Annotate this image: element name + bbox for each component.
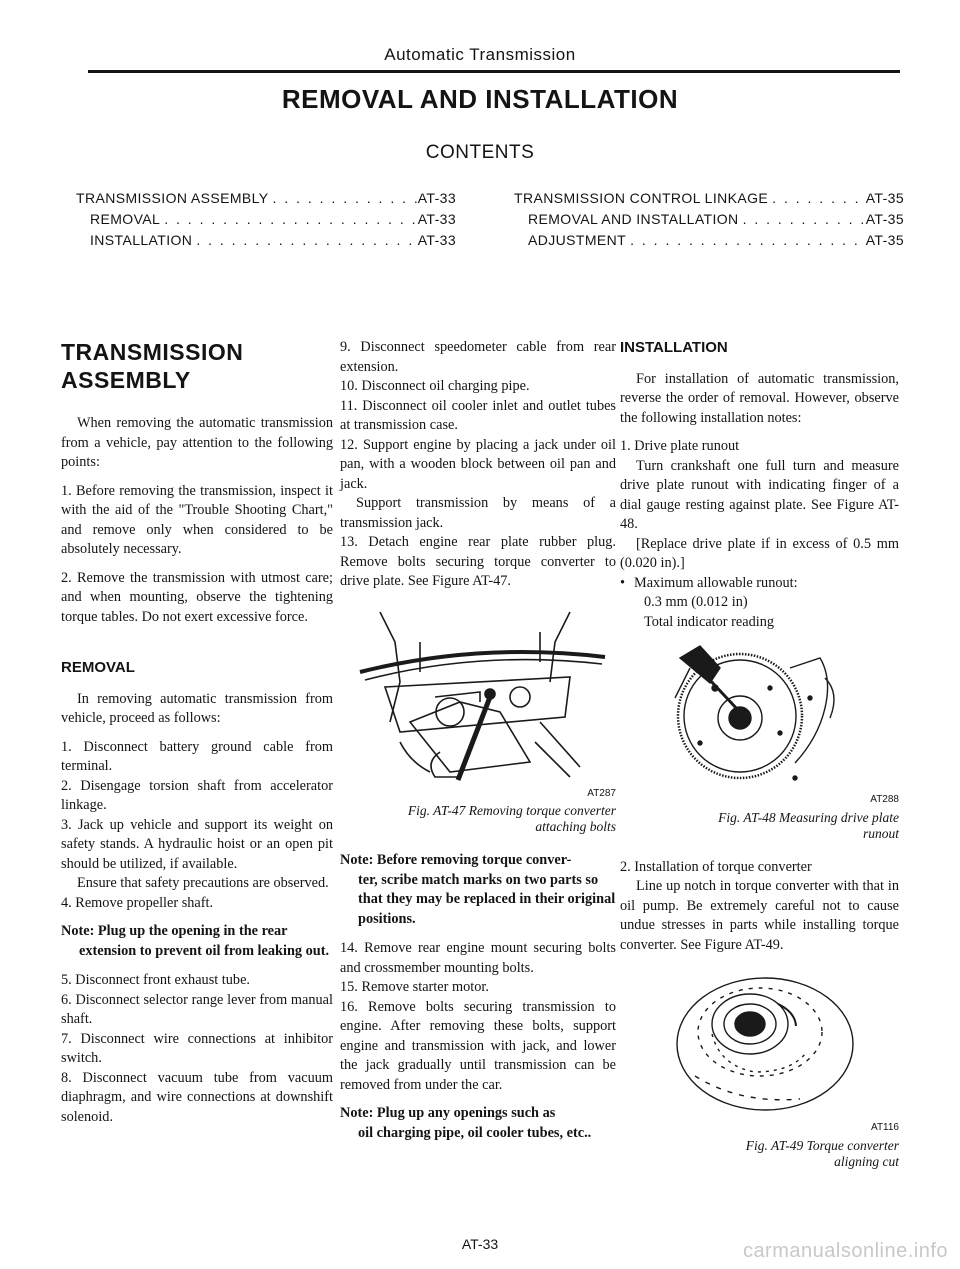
- toc-entry-page: AT-33: [417, 190, 456, 206]
- paragraph: [Replace drive plate if in excess of 0.5 mm (0.020 in).]: [620, 535, 899, 571]
- toc-entry-title: TRANSMISSION CONTROL LINKAGE: [514, 190, 769, 206]
- section-title-installation: INSTALLATION: [620, 339, 728, 356]
- step: 6. Disconnect selector range lever from manual shaft.: [61, 991, 333, 1027]
- left-column: [61, 338, 333, 1136]
- note-first-line: Note: Plug up the opening in the rear: [61, 923, 288, 939]
- section-title-transmission-assembly: [61, 338, 333, 394]
- caption-text: Removing torque converter: [468, 803, 616, 818]
- paragraph: In removing automatic transmission from vehicle, proceed as follows:: [61, 690, 333, 726]
- running-header: Automatic Transmission: [384, 45, 576, 64]
- paragraph: Line up notch in torque converter with that in oil pump. Be extremely careful not to cause undue stresses in parts while installing torque converter. See Figure AT-49.: [620, 878, 899, 953]
- paragraph: 1. Before removing the transmission, inspect it with the aid of the "Trouble Shooting Chart," and remove only when considered to be absolutely necessary.: [61, 482, 333, 557]
- step: 2. Disengage torsion shaft from accelerator linkage.: [61, 777, 333, 813]
- toc-entry[interactable]: [514, 190, 904, 211]
- note-first-line: Note: Before removing torque conver-: [340, 852, 572, 868]
- figure-code: AT287: [587, 787, 616, 799]
- toc-entry-title: TRANSMISSION ASSEMBLY: [76, 190, 269, 206]
- step: 16. Remove bolts securing transmission to engine. After removing these bolts, support engine and transmission with jack, and lower the jack gradually until transmission can be removed from under the car.: [340, 998, 616, 1093]
- toc-leader: [269, 190, 418, 206]
- toc-entry-title: ADJUSTMENT: [528, 232, 627, 248]
- toc-entry[interactable]: [76, 232, 456, 253]
- contents-heading: CONTENTS: [425, 142, 535, 163]
- toc-entry-title: REMOVAL: [90, 211, 161, 227]
- paragraph: For installation of automatic transmission, reverse the order of removal. However, observe the following installation notes:: [620, 370, 899, 426]
- figure-at-47: [340, 602, 616, 836]
- step: 4. Remove propeller shaft.: [61, 894, 214, 911]
- runout-spec: [620, 593, 899, 632]
- bullet-item: [620, 574, 899, 594]
- toc-entry-title: INSTALLATION: [90, 232, 193, 248]
- paragraph: 2. Remove the transmission with utmost care; and when mounting, observe the tightening torque tables. Do not exert excessive force.: [61, 569, 333, 625]
- figure-caption: [340, 803, 616, 835]
- figure-label: Fig. AT-49: [745, 1137, 804, 1153]
- toc-entry-page: AT-33: [417, 232, 456, 248]
- bullet-label: Maximum allowable runout:: [634, 574, 798, 591]
- step: 10. Disconnect oil charging pipe.: [340, 378, 530, 394]
- step: 1. Drive plate runout: [620, 438, 740, 454]
- note: [340, 1104, 616, 1143]
- figure-at-48: [620, 638, 899, 842]
- middle-column: [340, 338, 616, 1153]
- step: 3. Jack up vehicle and support its weight on safety stands. A hydraulic hoist or an open pit should be utilized, if available.: [61, 816, 333, 872]
- caption-text: Measuring drive plate: [779, 809, 899, 825]
- section-title-line: ASSEMBLY: [61, 367, 191, 393]
- caption-text: runout: [862, 825, 899, 841]
- toc-entry-page: AT-33: [417, 211, 456, 227]
- toc-entry[interactable]: [76, 211, 456, 232]
- caption-text: Torque converter: [806, 1137, 899, 1153]
- figure-code: AT288: [870, 794, 899, 805]
- toc-leader: [739, 211, 866, 227]
- toc-leader: [192, 232, 417, 248]
- figure-label: Fig. AT-48: [718, 809, 776, 825]
- step: 15. Remove starter motor.: [340, 979, 489, 995]
- step: 5. Disconnect front exhaust tube.: [61, 972, 250, 988]
- step: 12. Support engine by placing a jack under oil pan, with a wooden block between oil pan and jack.: [340, 436, 616, 492]
- toc-entry[interactable]: [514, 232, 904, 253]
- step: 14. Remove rear engine mount securing bolts and crossmember mounting bolts.: [340, 940, 616, 976]
- toc-entry-page: AT-35: [865, 211, 904, 227]
- paragraph: Turn crankshaft one full turn and measure drive plate runout with indicating finger of a dial gauge resting against plate. See Figure AT-48.: [620, 457, 899, 532]
- runout-description: Total indicator reading: [644, 613, 775, 630]
- figure-label: Fig. AT-47: [407, 803, 466, 818]
- section-title-line: TRANSMISSION: [61, 339, 244, 365]
- right-column: [620, 338, 899, 1186]
- figure-caption: [620, 810, 899, 842]
- note-body: ter, scribe match marks on two parts so that they may be replaced in their original positions.: [358, 871, 616, 927]
- toc-entry[interactable]: [514, 211, 904, 232]
- note: [340, 851, 616, 929]
- page-title: REMOVAL AND INSTALLATION: [281, 84, 679, 114]
- toc-entry-page: AT-35: [865, 232, 904, 248]
- figure-code: AT116: [871, 1122, 899, 1133]
- torque-converter-alignment-illustration: [620, 964, 899, 1116]
- step-note: Ensure that safety precautions are observed.: [77, 875, 329, 891]
- step: 11. Disconnect oil cooler inlet and outlet tubes at transmission case.: [340, 397, 616, 433]
- toc-right: [514, 190, 904, 253]
- toc-entry[interactable]: [76, 190, 456, 211]
- toc-leader: [160, 211, 417, 227]
- paragraph: When removing the automatic transmission from a vehicle, pay attention to the following points:: [61, 415, 333, 470]
- figure-caption: [620, 1138, 899, 1170]
- caption-text: attaching bolts: [535, 819, 616, 834]
- step: 2. Installation of torque converter: [620, 858, 812, 875]
- step: 7. Disconnect wire connections at inhibitor switch.: [61, 1030, 333, 1066]
- caption-text: aligning cut: [834, 1153, 899, 1169]
- note: [61, 922, 333, 961]
- runout-value: 0.3 mm (0.012 in): [644, 594, 748, 610]
- header-rule: [88, 70, 900, 73]
- page-number: AT-33: [461, 1236, 499, 1252]
- note-first-line: Note: Plug up any openings such as: [340, 1105, 556, 1121]
- step: 1. Disconnect battery ground cable from terminal.: [61, 738, 333, 774]
- step-note: Support transmission by means of a transmission jack.: [340, 495, 616, 531]
- note-body: oil charging pipe, oil cooler tubes, etc..: [358, 1124, 592, 1141]
- drive-plate-runout-illustration: [620, 638, 899, 788]
- bullet-icon: •: [620, 574, 626, 591]
- figure-at-49: [620, 964, 899, 1170]
- toc-leader: [768, 190, 866, 206]
- step: 13. Detach engine rear plate rubber plug. Remove bolts securing torque converter to drive plate. See Figure AT-47.: [340, 534, 616, 589]
- toc-leader: [626, 232, 866, 248]
- toc-left: [76, 190, 456, 253]
- subsection-title-removal: REMOVAL: [61, 659, 135, 676]
- toc-entry-page: AT-35: [865, 190, 904, 206]
- watermark[interactable]: carmanualsonline.info: [742, 1240, 948, 1262]
- step: 8. Disconnect vacuum tube from vacuum diaphragm, and wire connections at downshift solenoid.: [61, 1069, 333, 1125]
- toc-entry-title: REMOVAL AND INSTALLATION: [528, 211, 739, 227]
- step: 9. Disconnect speedometer cable from rear extension.: [340, 339, 616, 375]
- torque-converter-removal-illustration: [340, 602, 616, 782]
- note-body: extension to prevent oil from leaking out.: [79, 942, 330, 959]
